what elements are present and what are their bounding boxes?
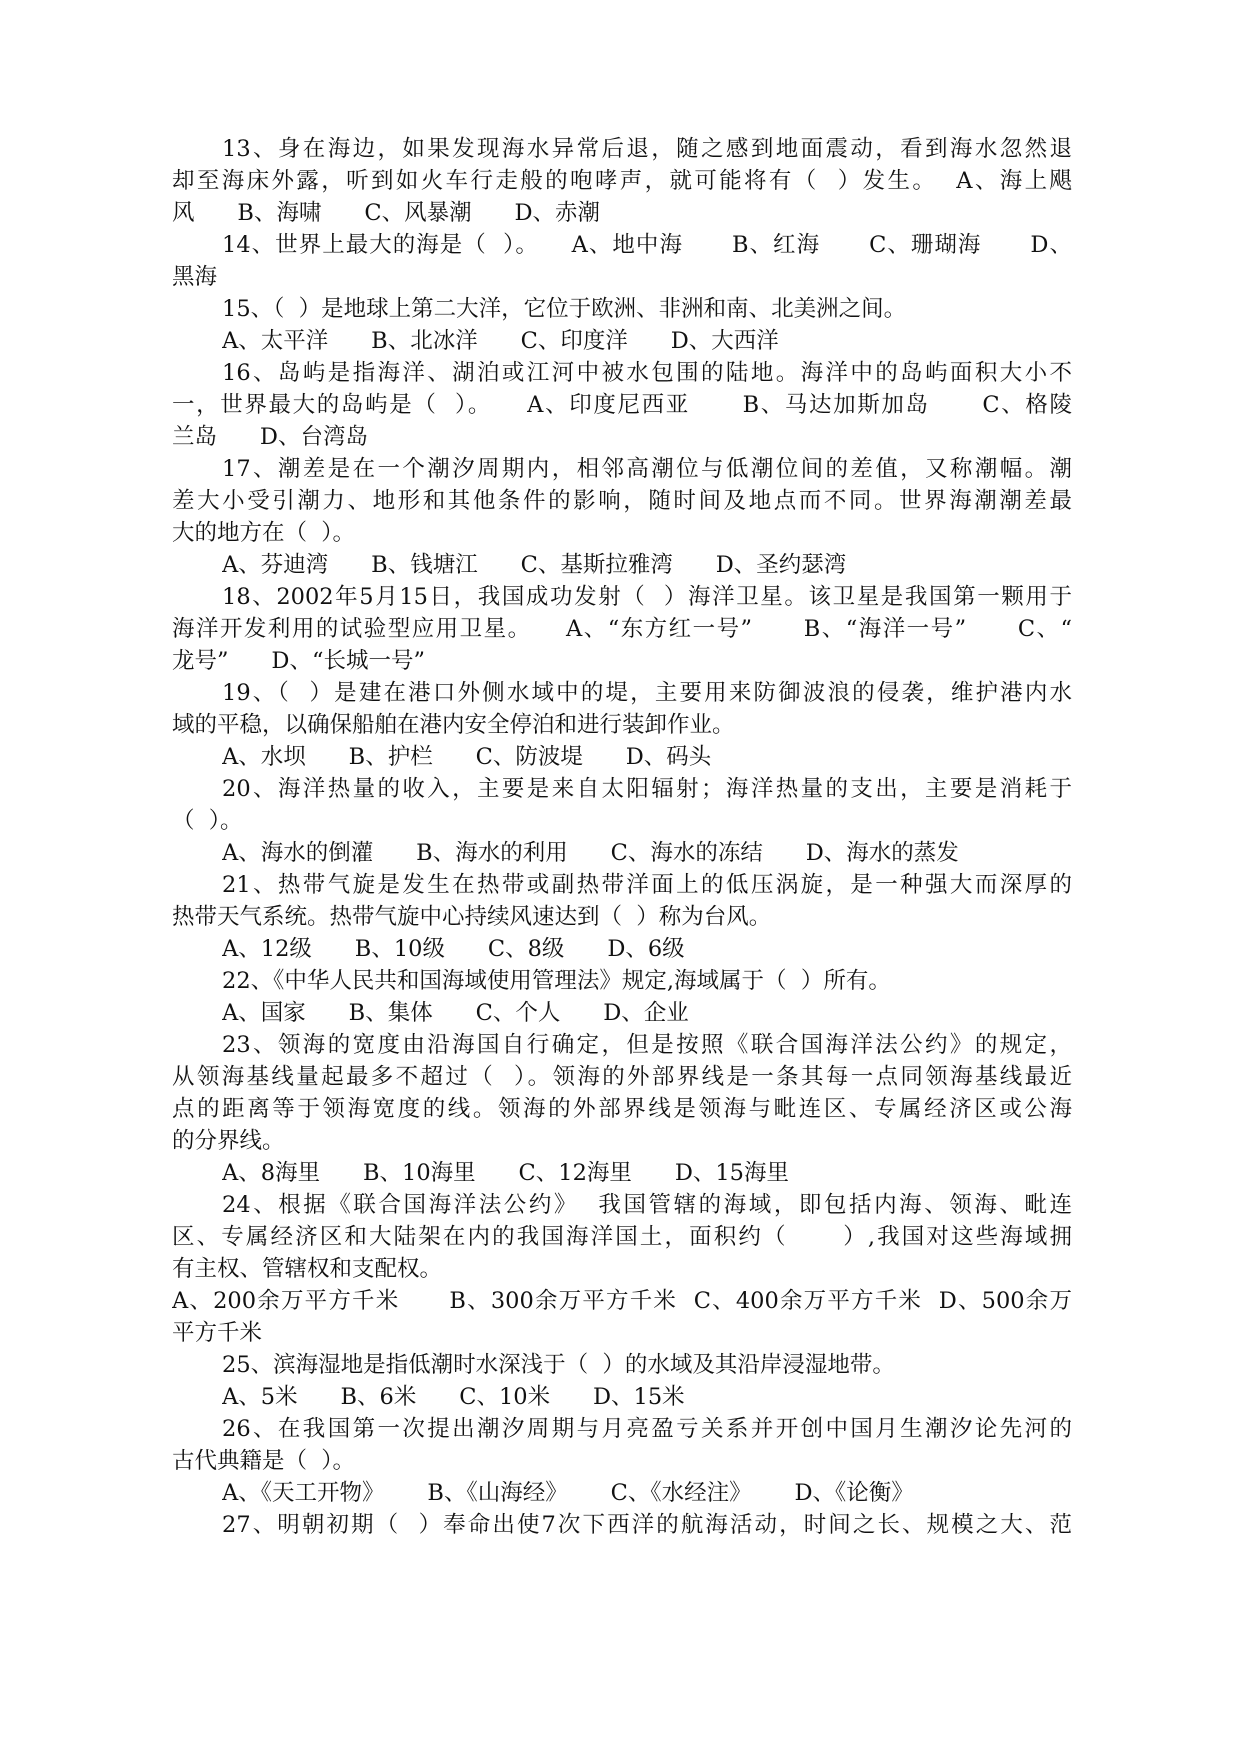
text-line: A、8海里 B、10海里 C、12海里 D、15海里 — [222, 1160, 789, 1186]
text-line: 18、2002年5月15日，我国成功发射（ ）海洋卫星。该卫星是我国第一颗用于 — [222, 584, 1072, 610]
text-line: 24、根据《联合国海洋法公约》 我国管辖的海域，即包括内海、领海、毗连 — [222, 1192, 1072, 1218]
text-line: 古代典籍是（ ）。 — [172, 1448, 356, 1474]
text-line: 差大小受引潮力、地形和其他条件的影响，随时间及地点而不同。世界海潮潮差最 — [172, 488, 1072, 514]
text-line: 海洋开发利用的试验型应用卫星。 A、“东方红一号” B、“海洋一号” C、“ — [172, 616, 1072, 642]
text-line: 22、《中华人民共和国海域使用管理法》规定,海域属于（ ）所有。 — [222, 968, 891, 994]
text-line: A、200余万平方千米 B、300余万平方千米 C、400余万平方千米 D、500余万 — [172, 1288, 1072, 1314]
text-line: （ ）。 — [172, 808, 243, 834]
text-line: 26、在我国第一次提出潮汐周期与月亮盈亏关系并开创中国月生潮汐论先河的 — [222, 1416, 1072, 1442]
text-line: 14、世界上最大的海是（ ）。 A、地中海 B、红海 C、珊瑚海 D、 — [222, 232, 1072, 258]
text-line: 点的距离等于领海宽度的线。领海的外部界线是领海与毗连区、专属经济区或公海 — [172, 1096, 1072, 1122]
text-line: 域的平稳，以确保船舶在港内安全停泊和进行装卸作业。 — [172, 712, 735, 738]
text-line: 21、热带气旋是发生在热带或副热带洋面上的低压涡旋，是一种强大而深厚的 — [222, 872, 1072, 898]
text-line: 却至海床外露，听到如火车行走般的咆哮声，就可能将有（ ）发生。 A、海上飓 — [172, 168, 1072, 194]
text-line: 15、（ ）是地球上第二大洋，它位于欧洲、非洲和南、北美洲之间。 — [222, 296, 907, 322]
text-line: 黑海 — [172, 264, 218, 290]
text-line: 区、专属经济区和大陆架在内的我国海洋国土，面积约（ ）,我国对这些海域拥 — [172, 1224, 1072, 1250]
text-line: A、12级 B、10级 C、8级 D、6级 — [222, 936, 685, 962]
text-line: 热带天气系统。热带气旋中心持续风速达到（ ）称为台风。 — [172, 904, 772, 930]
text-line: 20、海洋热量的收入，主要是来自太阳辐射；海洋热量的支出，主要是消耗于 — [222, 776, 1072, 802]
text-line: 19、（ ）是建在港口外侧水域中的堤，主要用来防御波浪的侵袭，维护港内水 — [222, 680, 1072, 706]
text-line: A、水坝 B、护栏 C、防波堤 D、码头 — [222, 744, 712, 770]
text-line: 23、领海的宽度由沿海国自行确定，但是按照《联合国海洋法公约》的规定， — [222, 1032, 1072, 1058]
text-line: 大的地方在（ ）。 — [172, 520, 356, 546]
text-line: 有主权、管辖权和支配权。 — [172, 1256, 443, 1282]
text-line: A、太平洋 B、北冰洋 C、印度洋 D、大西洋 — [222, 328, 779, 354]
text-line: A、国家 B、集体 C、个人 D、企业 — [222, 1000, 689, 1026]
text-line: 17、潮差是在一个潮汐周期内，相邻高潮位与低潮位间的差值，又称潮幅。潮 — [222, 456, 1072, 482]
text-line: 一，世界最大的岛屿是（ ）。 A、印度尼西亚 B、马达加斯加岛 C、格陵 — [172, 392, 1072, 418]
text-line: A、5米 B、6米 C、10米 D、15米 — [222, 1384, 685, 1410]
text-line: 兰岛 D、台湾岛 — [172, 424, 368, 450]
text-line: A、芬迪湾 B、钱塘江 C、基斯拉雅湾 D、圣约瑟湾 — [222, 552, 847, 578]
text-line: 平方千米 — [172, 1320, 263, 1346]
text-line: 的分界线。 — [172, 1128, 285, 1154]
text-line: A、海水的倒灌 B、海水的利用 C、海水的冻结 D、海水的蒸发 — [222, 840, 959, 866]
text-line: 从领海基线量起最多不超过（ ）。领海的外部界线是一条其每一点同领海基线最近 — [172, 1064, 1072, 1090]
text-line: 16、岛屿是指海洋、湖泊或江河中被水包围的陆地。海洋中的岛屿面积大小不 — [222, 360, 1072, 386]
text-line: 龙号” D、“长城一号” — [172, 648, 425, 674]
text-line: 13、身在海边，如果发现海水异常后退，随之感到地面震动，看到海水忽然退 — [222, 136, 1072, 162]
text-line: A、《天工开物》 B、《山海经》 C、《水经注》 D、《论衡》 — [222, 1480, 914, 1506]
text-line: 27、明朝初期（ ）奉命出使7次下西洋的航海活动，时间之长、规模之大、范 — [222, 1512, 1072, 1538]
text-line: 25、滨海湿地是指低潮时水深浅于（ ）的水域及其沿岸浸湿地带。 — [222, 1352, 895, 1378]
text-line: 风 B、海啸 C、风暴潮 D、赤潮 — [172, 200, 601, 226]
